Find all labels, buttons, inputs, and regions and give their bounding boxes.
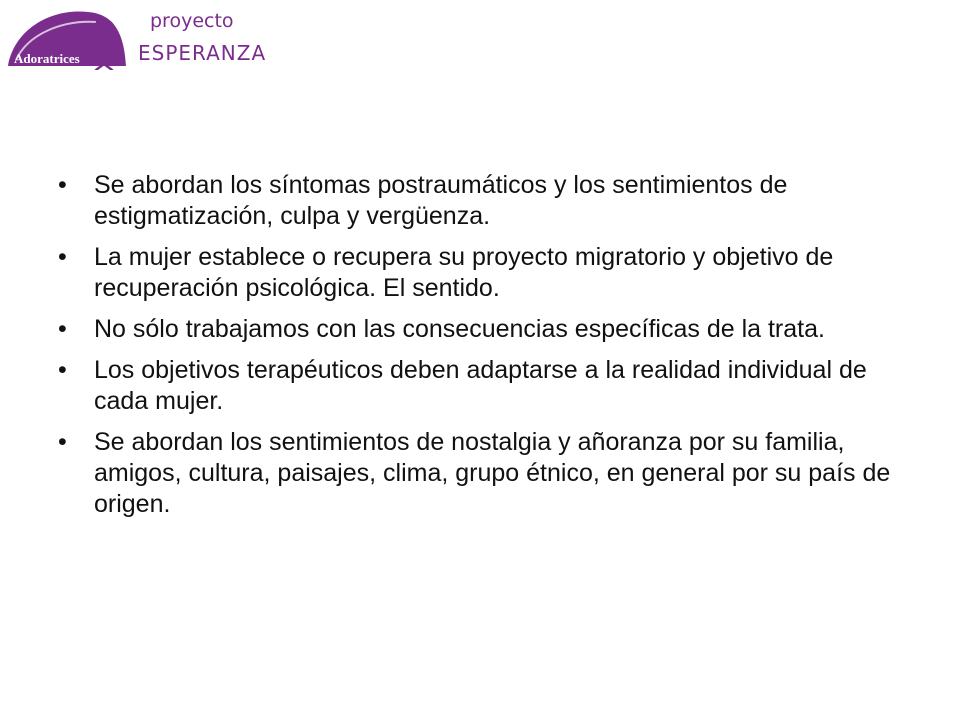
bullet-text: Los objetivos terapéuticos deben adaptarse a la realidad individual de cada mujer. <box>94 356 867 415</box>
bullet-text: No sólo trabajamos con las consecuencias específicas de la trata. <box>94 315 825 343</box>
adoratrices-esperanza-logo <box>0 0 280 70</box>
bullet-marker: • <box>58 356 67 384</box>
bullet-item <box>58 314 908 345</box>
bullet-marker: • <box>58 243 67 271</box>
bullet-text: La mujer establece o recupera su proyecto migratorio y objetivo de recuperación psicológica. El sentido. <box>94 243 834 302</box>
bullet-marker: • <box>58 171 67 199</box>
bullet-list <box>58 170 908 530</box>
bullet-marker: • <box>58 315 67 343</box>
logo-project-name: ESPERANZA <box>138 41 267 65</box>
bullet-item <box>58 242 908 304</box>
logo-graphic <box>0 0 280 70</box>
bullet-text: Se abordan los síntomas postraumáticos y los sentimientos de estigmatización, culpa y vergüenza. <box>94 171 788 230</box>
bullet-item <box>58 427 908 520</box>
logo-project-word: proyecto <box>150 10 234 32</box>
bullet-text: Se abordan los sentimientos de nostalgia y añoranza por su familia, amigos, cultura, paisajes, clima, grupo étnico, en general por su país de origen. <box>94 428 891 518</box>
bullet-marker: • <box>58 428 67 456</box>
bullet-item <box>58 170 908 232</box>
logo-org-name: Adoratrices <box>14 51 80 66</box>
bullet-item <box>58 355 908 417</box>
